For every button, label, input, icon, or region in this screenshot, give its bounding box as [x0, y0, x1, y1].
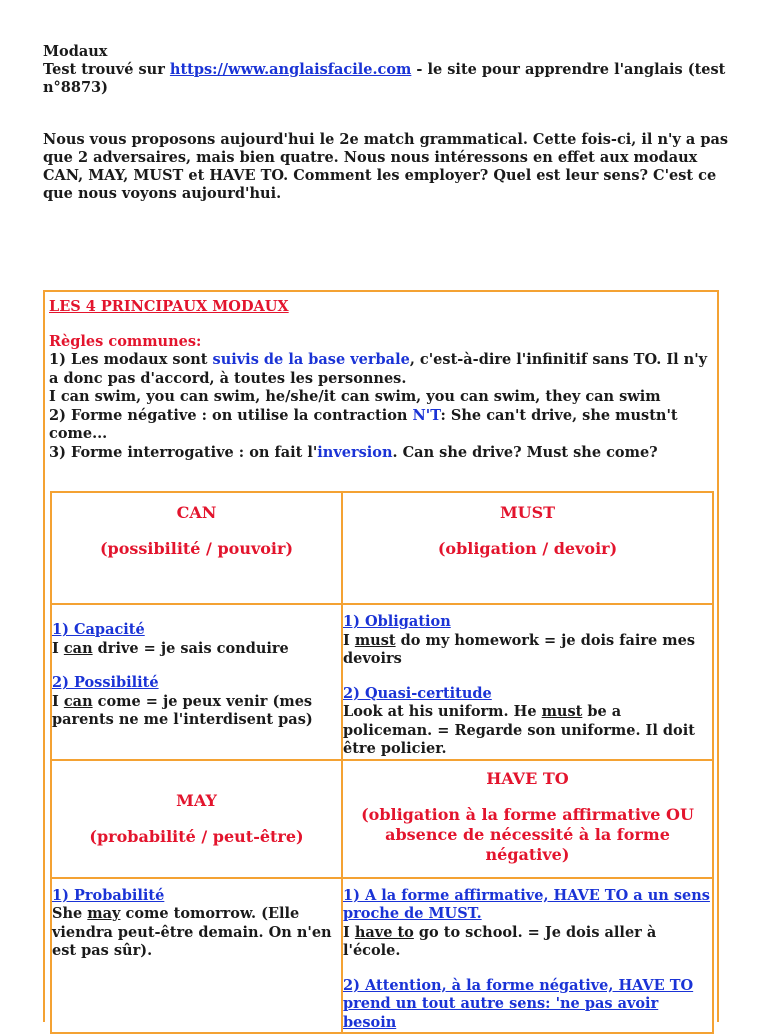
rule-2	[49, 407, 713, 444]
rule-2-highlight: N'T	[412, 406, 441, 424]
must-section-2-title[interactable]: 2) Quasi-certitude	[343, 684, 492, 702]
common-rules	[45, 292, 717, 462]
rule-1	[49, 351, 713, 388]
must-body-cell	[342, 604, 713, 760]
must-ex1-pre: I	[343, 631, 355, 649]
can-ex1-pre: I	[52, 639, 64, 657]
can-name: CAN	[176, 503, 217, 522]
may-body-cell	[51, 878, 342, 1034]
may-example-1	[52, 905, 341, 961]
can-ex2-modal: can	[63, 692, 93, 710]
table-row	[51, 492, 713, 604]
rule-2-text-b: : She can't drive, she mustn't come...	[49, 406, 678, 442]
must-header-cell	[342, 492, 713, 604]
may-meaning: (probabilité / peut-être)	[89, 826, 304, 846]
rule-1-text-b: , c'est-à-dire l'infinitif sans TO. Il n'y a donc pas d'accord, à toutes les personnes.	[49, 351, 708, 387]
must-name: MUST	[499, 503, 556, 522]
may-name: MAY	[176, 790, 217, 810]
have-to-section-2-title[interactable]: 2) Attention, à la forme négative, HAVE TO prend un tout autre sens: 'ne pas avoir besoin	[343, 976, 694, 1031]
may-header-cell	[51, 760, 342, 878]
rule-1-highlight: suivis de la base verbale	[212, 351, 410, 368]
can-ex1-modal: can	[63, 639, 93, 657]
can-section-2-title[interactable]: 2) Possibilité	[52, 674, 159, 691]
have-to-example-1	[343, 924, 712, 961]
can-ex2-pre: I	[52, 692, 64, 710]
table-row	[51, 604, 713, 760]
must-section-1-title[interactable]: 1) Obligation	[343, 613, 451, 630]
must-example-1	[343, 632, 712, 669]
table-row	[51, 760, 713, 878]
can-ex2-post: come = je peux venir (mes parents ne me l'interdisent pas)	[52, 692, 313, 728]
source-prefix: Test trouvé sur	[43, 61, 170, 78]
have-to-ex1-modal: have to	[354, 923, 414, 941]
rules-title: LES 4 PRINCIPAUX MODAUX	[49, 298, 289, 315]
may-section-1-title[interactable]: 1) Probabilité	[52, 886, 165, 904]
must-meaning: (obligation / devoir)	[437, 539, 618, 558]
rule-3-highlight: inversion	[317, 443, 393, 461]
can-example-1	[52, 640, 341, 659]
table-row	[51, 878, 713, 1034]
may-ex1-pre: She	[52, 905, 88, 922]
have-to-header-cell	[342, 760, 713, 878]
modals-table	[50, 491, 714, 1034]
have-to-meaning: (obligation à la forme affirmative OU absence de nécessité à la forme négative)	[361, 804, 694, 864]
can-body-cell	[51, 604, 342, 760]
intro	[43, 43, 733, 203]
rules-subtitle: Règles communes:	[49, 332, 202, 350]
must-ex1-modal: must	[354, 631, 396, 649]
can-meaning: (possibilité / pouvoir)	[99, 539, 294, 558]
must-ex2-modal: must	[541, 703, 583, 720]
can-header-cell	[51, 492, 342, 604]
rule-3-text-a: 3) Forme interrogative : on fait l'	[49, 443, 318, 461]
can-section-1-title[interactable]: 1) Capacité	[52, 621, 145, 638]
rule-3	[49, 444, 713, 463]
page-heading: Modaux	[43, 43, 108, 60]
source-suffix: - le site pour apprendre l'anglais (test n°8873)	[43, 61, 726, 96]
rule-2-text-a: 2) Forme négative : on utilise la contraction	[49, 406, 413, 424]
rule-3-text-b: . Can she drive? Must she come?	[392, 443, 658, 461]
rule-1-text-a: 1) Les modaux sont	[49, 351, 213, 368]
have-to-ex1-post: go to school. = Je dois aller à l'école.	[343, 923, 657, 959]
must-example-2	[343, 703, 712, 759]
rule-1-example: I can swim, you can swim, he/she/it can swim, you can swim, they can swim	[49, 388, 661, 405]
may-ex1-post: come tomorrow. (Elle viendra peut-être demain. On n'en est pas sûr).	[52, 905, 332, 959]
may-ex1-modal: may	[87, 905, 121, 922]
have-to-name: HAVE TO	[486, 768, 569, 788]
must-ex1-post: do my homework = je dois faire mes devoirs	[343, 631, 696, 667]
source-line	[43, 61, 733, 97]
intro-paragraph: Nous vous proposons aujourd'hui le 2e match grammatical. Cette fois-ci, il n'y a pas que 2 adversaires, mais bien quatre. Nous nous intéressons en effet aux modaux CAN, MAY, MUST et HAVE TO. Comment les employer? Quel est leur sens? C'est ce que nous voyons aujourd'hui.	[43, 131, 729, 202]
must-ex2-pre: Look at his uniform. He	[343, 703, 542, 720]
have-to-body-cell	[342, 878, 713, 1034]
must-ex2-post: be a policeman. = Regarde son uniforme. Il doit être policier.	[343, 703, 695, 757]
have-to-ex1-pre: I	[343, 923, 355, 941]
can-ex1-post: drive = je sais conduire	[92, 639, 289, 657]
can-example-2	[52, 693, 341, 730]
source-link[interactable]: https://www.anglaisfacile.com	[169, 61, 412, 78]
have-to-section-1-title[interactable]: 1) A la forme affirmative, HAVE TO a un sens proche de MUST.	[343, 886, 710, 922]
modals-frame	[43, 290, 719, 1031]
